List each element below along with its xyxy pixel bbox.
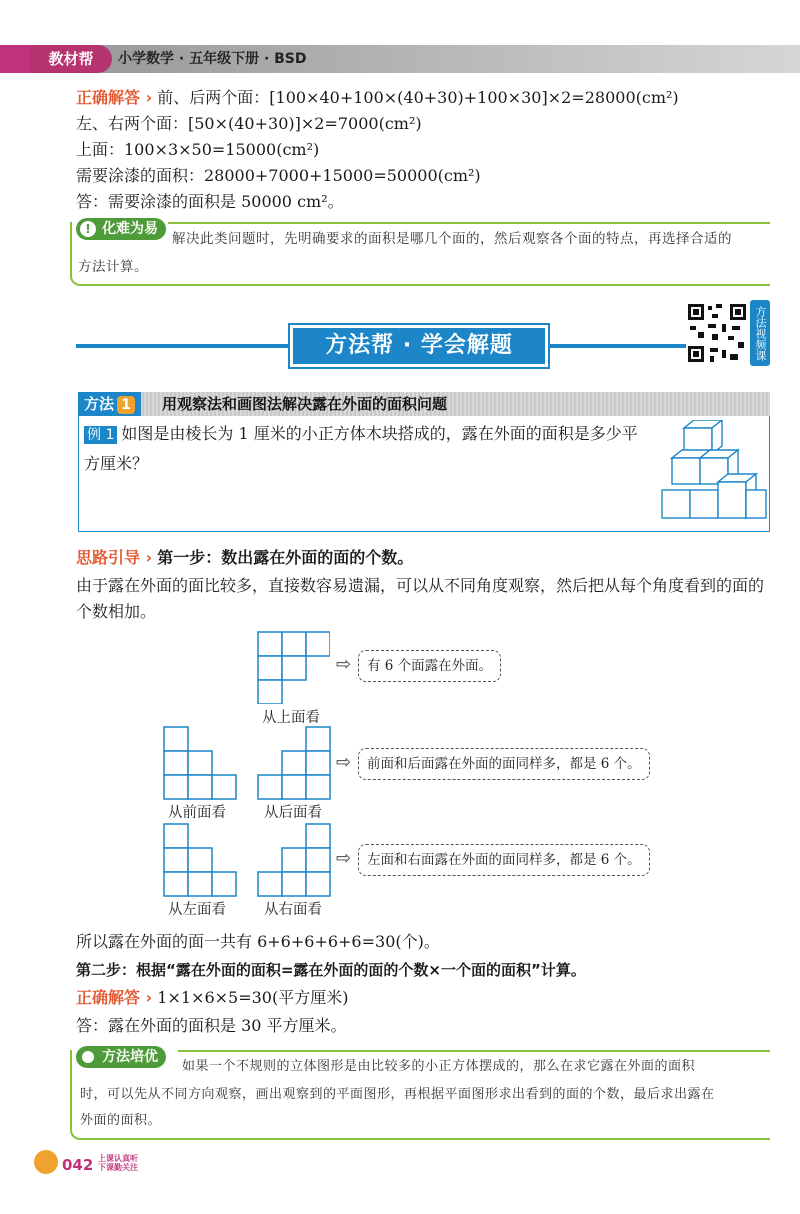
tip1-text1: 解决此类问题时，先明确要求的面积是哪几个面的，然后观察各个面的特点，再选择合适的 [172,231,732,247]
tip2-text3: 外面的面积。 [80,1113,162,1128]
method-number: 1 [117,396,135,414]
top-view-label: 从上面看 [262,710,320,726]
mascot-icon [34,1150,58,1174]
answer2-text: 答：露在外面的面积是 30 平方厘米。 [76,1016,347,1035]
front-view-grid [162,725,238,801]
example-line1 [84,422,638,446]
hint-line [76,546,413,570]
footer-note [98,1154,138,1172]
back-view-label: 从后面看 [264,805,322,821]
answer-label: 正确解答 › [76,88,153,107]
arrow-right-icon: ⇨ [336,752,352,773]
bulb-icon: ! [80,221,96,237]
answer2-expr: 1×1×6×5=30(平方厘米) [157,988,349,1007]
back-view-grid [256,725,332,801]
tip2-tag-label: 方法培优 [102,1049,158,1065]
callout-top: 有 6 个面露在外面。 [358,650,501,682]
answer2-line [76,986,348,1010]
video-course-tag[interactable]: 方法视频课 [750,300,770,366]
right-view-grid [256,822,332,898]
tip1-text2: 方法计算。 [78,259,148,275]
arrow-right-icon: ⇨ [336,654,352,675]
conclusion-step2: 第二步：根据“露在外面的面积=露在外面的面的个数×一个面的面积”计算。 [76,961,586,979]
hint-label: 思路引导 › [76,548,153,567]
callout-front-back: 前面和后面露在外面的面同样多，都是 6 个。 [358,748,650,780]
right-view-label: 从右面看 [264,902,322,918]
top-view-grid [256,630,330,704]
book-title: 小学数学 · 五年级下册 · BSD [118,51,307,67]
answer1-line1 [76,86,679,110]
tip2-text1: 如果一个不规则的立体图形是由比较多的小正方体摆成的，那么在求它露在外面的面积 [182,1059,696,1074]
answer1-line4: 需要涂漆的面积：28000+7000+15000=50000(cm²) [76,166,481,185]
example-text1: 如图是由棱长为 1 厘米的小正方体木块搭成的，露在外面的面积是多少平 [121,424,638,443]
method-tag-label: 方法 [84,395,115,413]
brand-tag: 教材帮 [30,45,112,73]
example-tag: 例 1 [84,426,117,444]
method-tag [78,392,141,416]
section-banner: 方法帮 · 学会解题 [290,325,548,367]
front-view-label: 从前面看 [168,805,226,821]
answer1-line5: 答：需要涂漆的面积是 50000 cm²。 [76,192,344,211]
magnifier-icon [80,1049,96,1065]
tip1-tag-label: 化难为易 [102,221,158,237]
hint-step1: 第一步：数出露在外面的面的个数。 [157,548,414,567]
callout-left-right: 左面和右面露在外面的面同样多，都是 6 个。 [358,844,650,876]
answer1-text1: 前、后两个面：[100×40+100×(40+30)+100×30]×2=28000(cm²) [157,88,679,107]
hint-text2: 个数相加。 [76,602,157,621]
footer-note2: 下课勤关注 [98,1163,138,1172]
qr-code-icon[interactable] [686,302,748,364]
arrow-right-icon: ⇨ [336,848,352,869]
answer2-label: 正确解答 › [76,988,153,1007]
left-view-grid [162,822,238,898]
left-view-label: 从左面看 [168,902,226,918]
method-title: 用观察法和画图法解决露在外面的面积问题 [162,395,448,413]
cube-stack-figure [660,420,770,522]
tip2-text2: 时，可以先从不同方向观察，画出观察到的平面图形，再根据平面图形求出看到的面的个数，最后求出露在 [80,1087,715,1102]
footer-note1: 上课认真听 [98,1154,138,1163]
example-text2: 方厘米？ [84,454,149,473]
answer1-line3: 上面：100×3×50=15000(cm²) [76,140,320,159]
answer1-line2: 左、右两个面：[50×(40+30)]×2=7000(cm²) [76,114,422,133]
page-number: 042 [62,1156,94,1174]
hint-text1: 由于露在外面的面比较多，直接数容易遗漏，可以从不同角度观察，然后把从每个角度看到的面的 [76,576,765,595]
conclusion-line1: 所以露在外面的面一共有 6+6+6+6+6=30(个)。 [76,932,440,951]
